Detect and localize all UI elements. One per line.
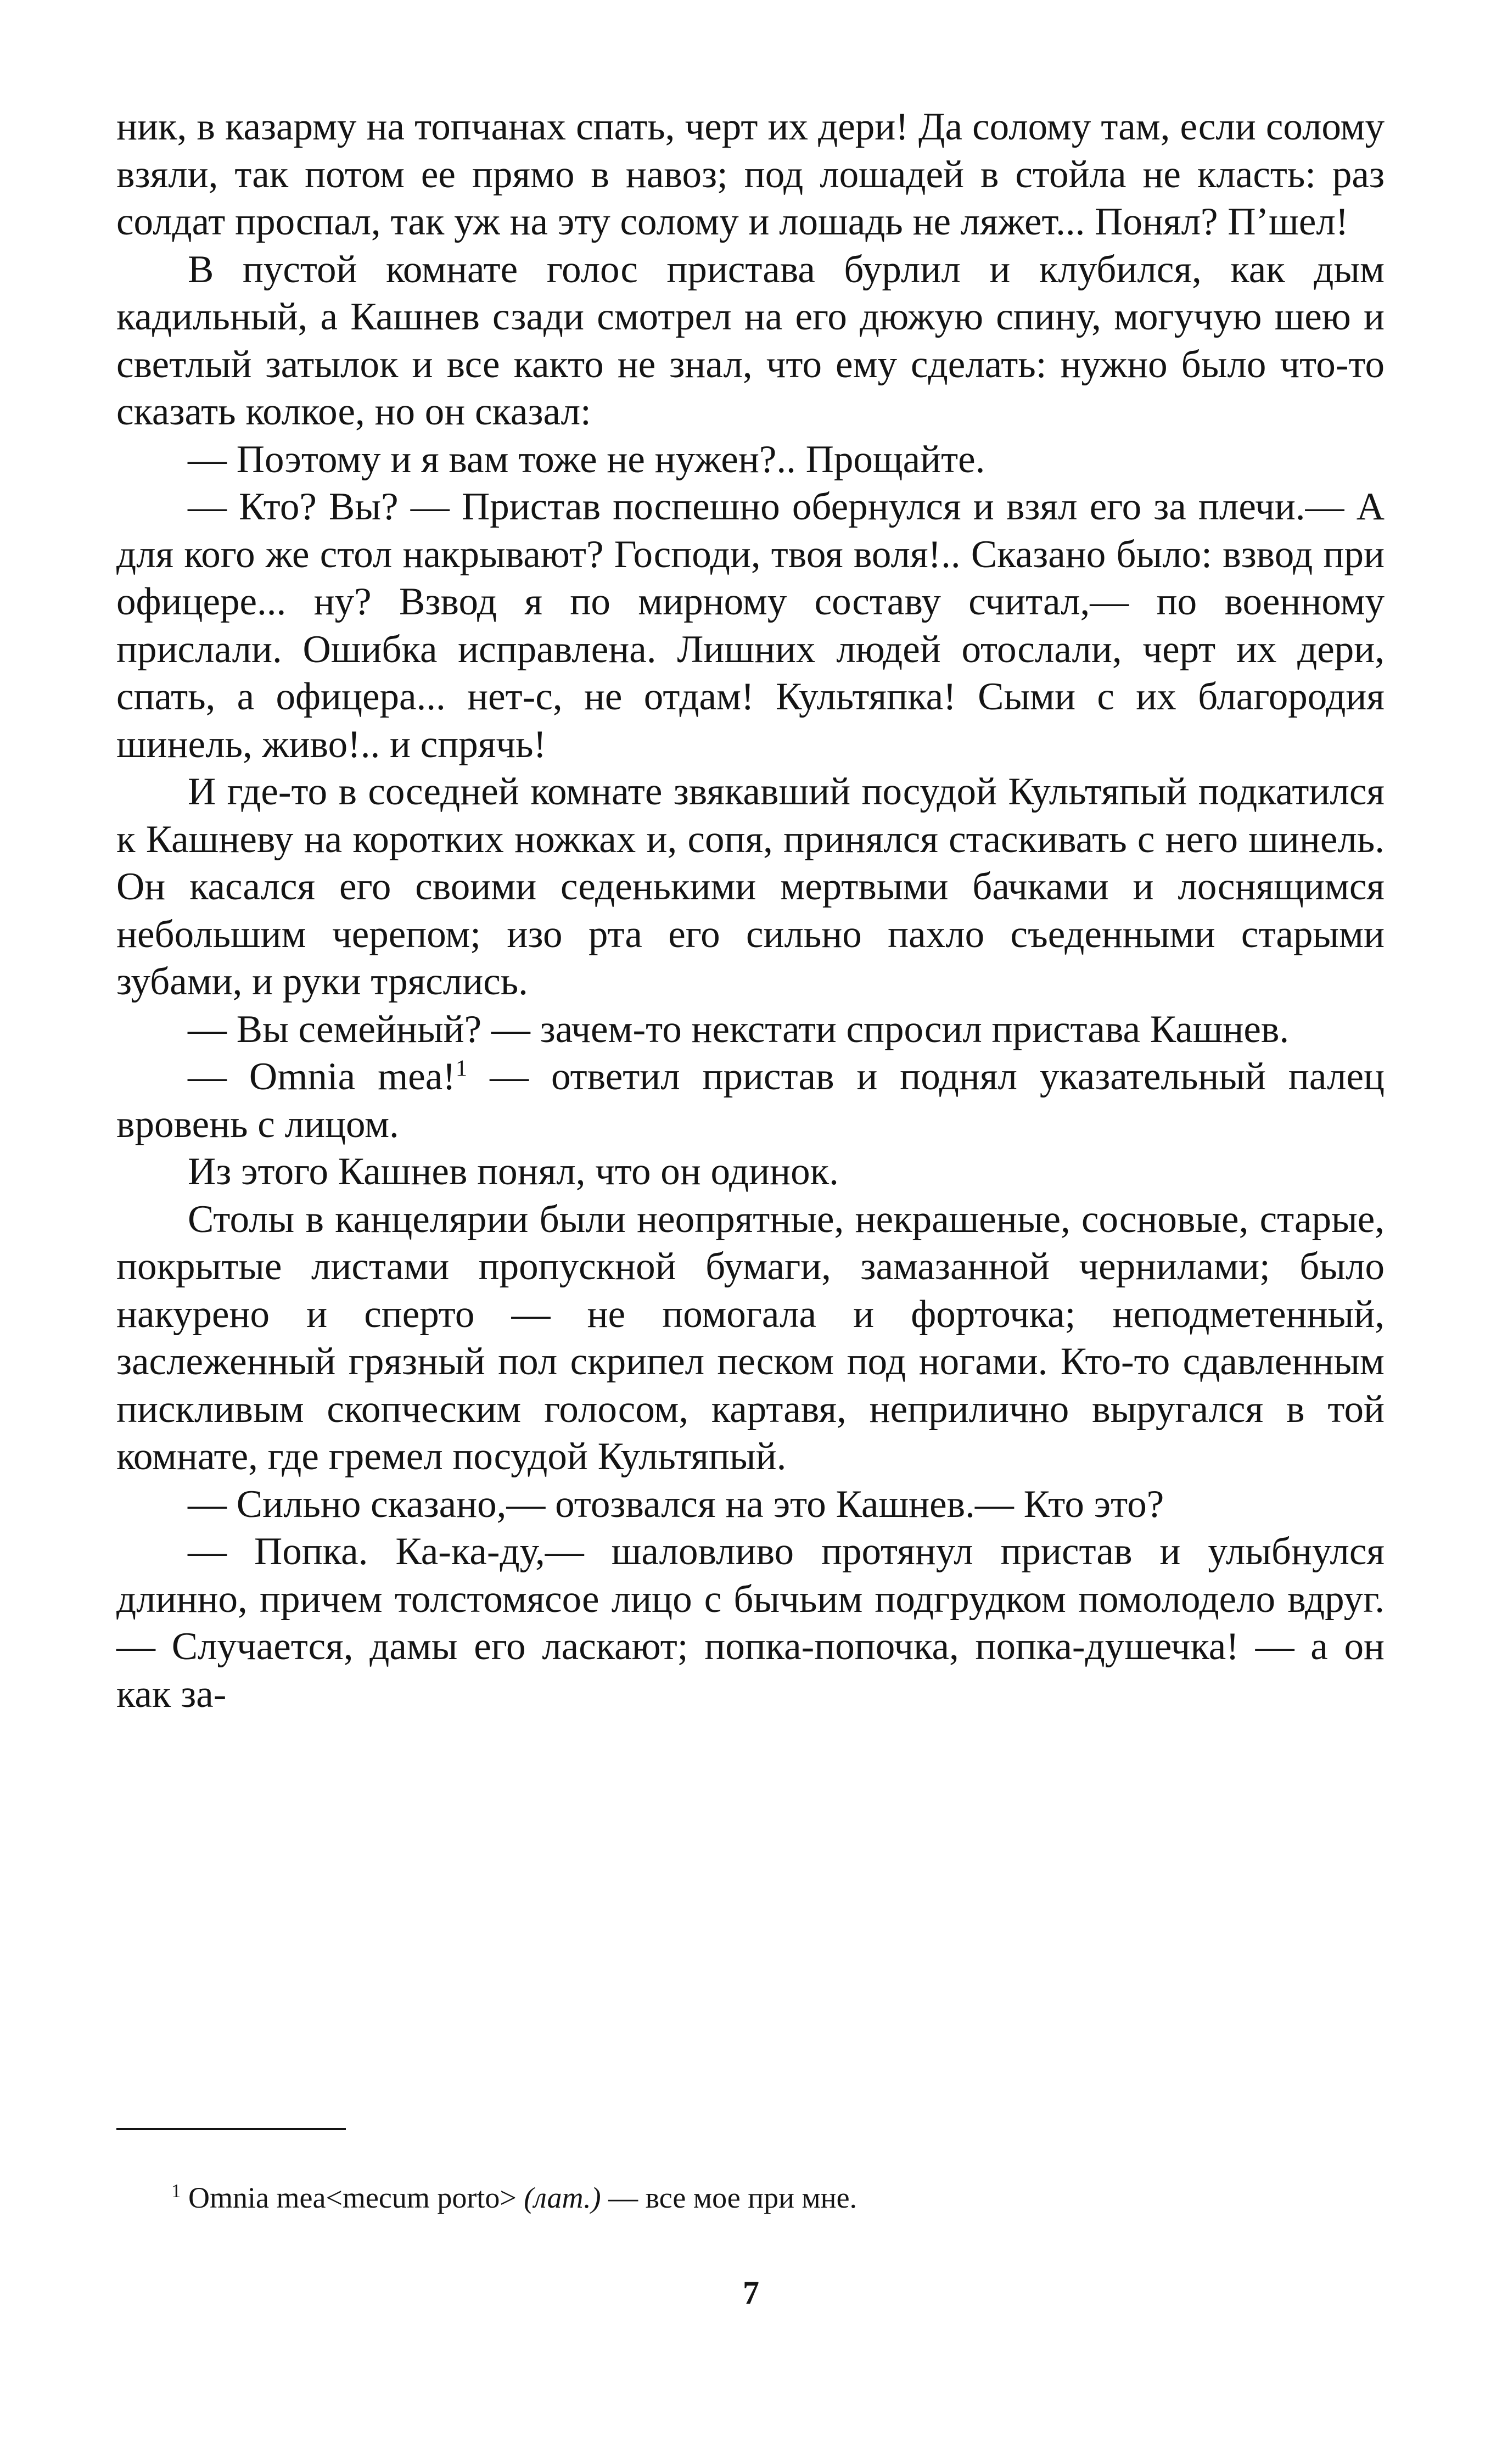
- body-text: [116, 103, 1385, 1718]
- paragraph-9: Столы в канцелярии были неопрятные, некрашеные, сосновые, старые, покрытые листами пропускной бумаги, замазанной чернилами; было накурено и сперто — не помогала и форточка; неподметенный, заслеженный грязный пол скрипел песком под ногами. Кто-то сдавленным пискливым скопческим голосом, картавя, неприлично выругался в той комнате, где гремел посудой Культяпый.: [116, 1197, 1385, 1478]
- paragraph-10: — Сильно сказано,— отозвался на это Кашнев.— Кто это?: [188, 1482, 1164, 1526]
- paragraph-4: — Кто? Вы? — Пристав поспешно обернулся и взял его за плечи.— А для кого же стол накрывают? Господи, твоя воля!.. Сказано было: взвод при офицере... ну? Взвод я по мирному составу считал,— по военному прислали. Ошибка исправлена. Лишних людей отослали, черт их дери, спать, а офицера... нет-с, не отдам! Культяпка! Сыми с их благородия шинель, живо!.. и спрячь!: [116, 485, 1385, 766]
- footnote-translation: — все мое при мне.: [601, 2181, 858, 2214]
- omnia-continuation: — ответил пристав и поднял указательный палец вровень с лицом.: [116, 1055, 1385, 1146]
- footnote-text-start: Omnia mea<mecum porto>: [181, 2181, 524, 2214]
- page-number: 7: [743, 2275, 759, 2311]
- footnote-reference[interactable]: 1: [455, 1055, 468, 1082]
- paragraph-8: Из этого Кашнев понял, что он одинок.: [188, 1150, 839, 1193]
- paragraph-5: И где-то в соседней комнате звякавший посудой Культяпый подкатился к Кашневу на коротких ножках и, сопя, принялся стаскивать с него шинель. Он касался его своими седенькими мертвыми бачками и лоснящимся небольшим черепом; изо рта его сильно пахло съеденными старыми зубами, и руки тряслись.: [116, 770, 1385, 1003]
- paragraph-1: ник, в казарму на топчанах спать, черт их дери! Да солому там, если солому взяли, так потом ее прямо в навоз; под лошадей в стойла не класть: раз солдат проспал, так уж на эту солому и лошадь не ляжет... Понял? П’шел!: [116, 105, 1385, 243]
- paragraph-7: [116, 1053, 1385, 1148]
- footnote-language-label: (лат.): [524, 2181, 601, 2214]
- omnia-quote: — Omnia mea!: [188, 1055, 456, 1098]
- paragraph-11: — Попка. Ка-ка-ду,— шаловливо протянул пристав и улыбнулся длинно, причем толстомясое лицо с бычьим подгрудком помолодело вдруг.— Случается, дамы его ласкают; попка-попочка, попка-душечка! — а он как за-: [116, 1530, 1385, 1716]
- footnote-divider: [116, 2128, 346, 2130]
- footnote-mark: 1: [171, 2180, 181, 2202]
- paragraph-2: В пустой комнате голос пристава бурлил и клубился, как дым кадильный, а Кашнев сзади смотрел на его дюжую спину, могучую шею и светлый затылок и все както не знал, что ему сделать: нужно было что-то сказать колкое, но он сказал:: [116, 248, 1385, 433]
- paragraph-3: — Поэтому и я вам тоже не нужен?.. Прощайте.: [188, 438, 985, 481]
- paragraph-6: — Вы семейный? — зачем-то некстати спросил пристава Кашнев.: [188, 1007, 1290, 1051]
- footnote: [116, 2179, 1385, 2217]
